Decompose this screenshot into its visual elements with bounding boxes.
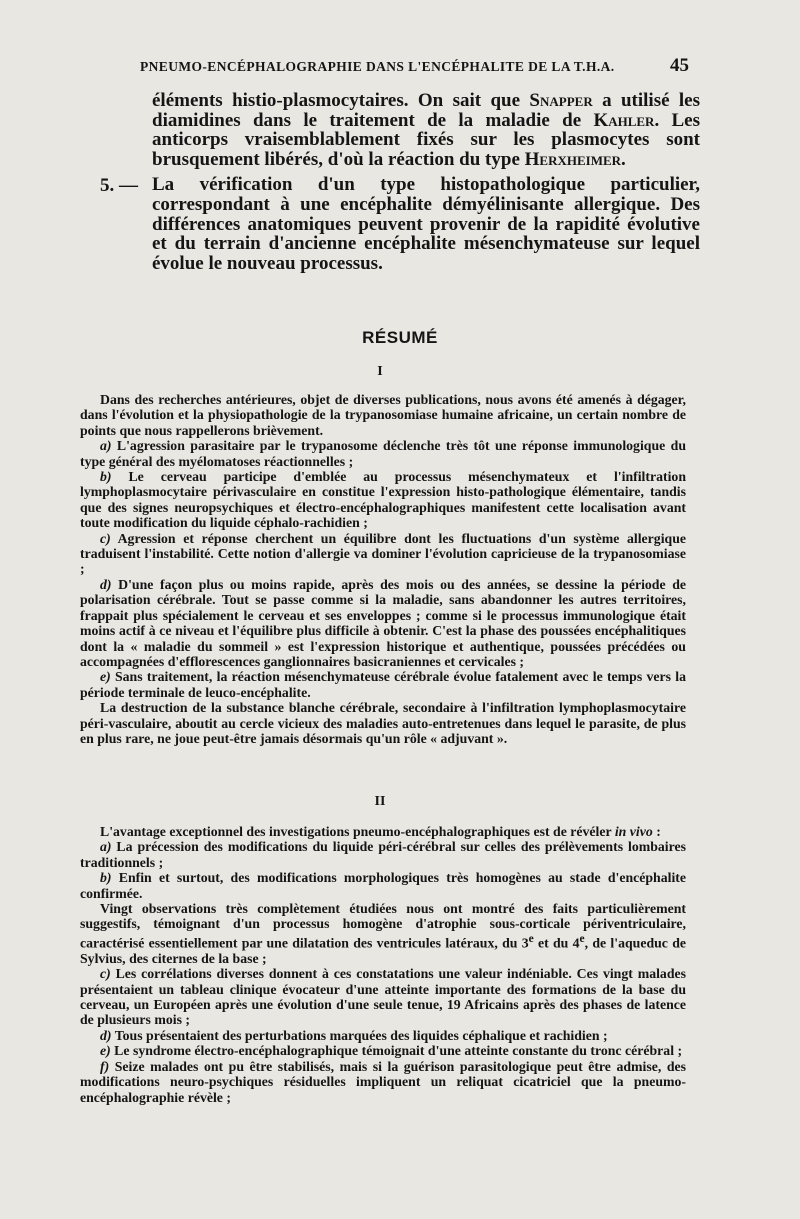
running-title: PNEUMO-ENCÉPHALOGRAPHIE DANS L'ENCÉPHALITE DE LA T.H.A. (140, 59, 615, 74)
continued-list (100, 91, 700, 273)
section-1-conclusion: La destruction de la substance blanche cérébrale, secondaire à l'infiltration lymphoplasmocytaire péri-vasculaire, aboutit au cercle vicieux des maladies auto-entretenues dans lequel le parasite, de plus en plus rare, ne joue peut-être jamais désormais qu'un rôle « adjuvant ». (80, 700, 686, 746)
item-5-number: 5. — (100, 175, 138, 197)
author-kahler: Kahler (593, 109, 655, 131)
item-4-continuation: éléments histio-plasmocytaires. On sait que Snapper a utilisé les diamidines dans le traitement de la maladie de Kahler. Les anticorps vraisemblablement fixés sur les plasmocytes sont brusquement libérés, d'où la réaction du type Herxheimer. (152, 90, 700, 170)
section-1-item-a: a) L'agression parasitaire par le trypanosome déclenche très tôt une réponse immunologique du type général des myélomatoses réactionnelles ; (80, 438, 686, 469)
section-2-body (80, 824, 686, 1105)
section-2-item-c: c) Les corrélations diverses donnent à ces constatations une valeur indéniable. Ces vingt malades présentaient un tableau clinique évocateur d'une atteinte importante des formations de la base du cerveau, un Européen après une évolution d'une seule tenue, 19 Africains après des phases de latence de plusieurs mois ; (80, 966, 686, 1028)
section-2-intro: L'avantage exceptionnel des investigations pneumo-encéphalographiques est de révéler in vivo : (100, 824, 661, 839)
author-herxheimer: Herxheimer (524, 148, 622, 170)
item-5 (100, 175, 700, 273)
section-2-item-a: a) La précession des modifications du liquide péri-cérébral sur celles des prélèvements lombaires traditionnels ; (80, 839, 686, 870)
section-1-body (80, 392, 686, 746)
section-2-observations: Vingt observations très complètement étudiées nous ont montré des faits particulièrement suggestifs, témoignant d'un processus homogène d'atrophie sous-corticale périventriculaire, caractérisé essentiellement par une dilatation des ventricules latéraux, du 3e et du 4e, de l'aqueduc de Sylvius, des citernes de la base ; (80, 901, 686, 966)
author-snapper: Snapper (529, 90, 593, 111)
section-1-item-e: e) Sans traitement, la réaction mésenchymateuse cérébrale évolue fatalement avec le temps vers la période terminale de leuco-encéphalite. (80, 669, 686, 700)
section-1-item-d: d) D'une façon plus ou moins rapide, après des mois ou des années, se dessine la période de polarisation cérébrale. Tout se passe comme si la maladie, sans abandonner les autres territoires, frappait plus spécialement le cerveau et ses enveloppes ; comme si le processus immunologique était moins actif à ce niveau et l'équilibre plus difficile à obtenir. C'est la phase des poussées encéphalitiques dont la « maladie du sommeil » est l'expression historique et authentique, poussées précédées ou accompagnées d'efflorescences ganglionnaires basicraniennes et cervicales ; (80, 576, 686, 669)
running-header (0, 55, 800, 81)
section-1-item-c: c) Agression et réponse cherchent un équilibre dont les fluctuations d'un système allergique traduisent l'instabilité. Cette notion d'allergie va dominer l'évolution capricieuse de la trypanosomiase ; (80, 530, 686, 577)
section-1-item-b: b) Le cerveau participe d'emblée au processus mésenchymateux et l'infiltration lymphoplasmocytaire périvasculaire en constitue l'expression histo-pathologique élémentaire, tandis que des signes neuropsychiques et électro-encéphalographiques manifestent cette localisation avant toute modification du liquide céphalo-rachidien ; (80, 469, 686, 531)
section-1-intro: Dans des recherches antérieures, objet de diverses publications, nous avons été amenés à dégager, dans l'évolution et la physiopathologie de la trypanosomiase humaine africaine, un certain nombre de points que nous rappellerons brièvement. (80, 392, 686, 438)
section-2-number: II (374, 794, 386, 809)
page-number: 45 (670, 55, 689, 76)
resume-heading: RÉSUMÉ (362, 328, 438, 347)
section-2-item-f: f) Seize malades ont pu être stabilisés, mais si la guérison parasitologique peut être admise, des modifications neuro-psychiques résiduelles impliquent un reliquat cicatriciel que la pneumo-encéphalographie révèle ; (80, 1058, 686, 1105)
section-2-item-b: b) Enfin et surtout, des modifications morphologiques très homogènes au stade d'encéphalite confirmée. (80, 870, 686, 901)
section-2-item-d: d) Tous présentaient des perturbations marquées des liquides céphalique et rachidien ; (100, 1027, 608, 1043)
section-1-number: I (377, 364, 383, 379)
item-5-text: La vérification d'un type histopathologique particulier, correspondant à une encéphalite démyélinisante allergique. Des différences anatomiques peuvent provenir de la rapidité évolutive et du terrain d'ancienne encéphalite mésenchymateuse sur lequel évolue le nouveau processus. (152, 174, 700, 274)
section-2-item-e: e) Le syndrome électro-encéphalographique témoignait d'une atteinte constante du tronc cérébral ; (100, 1043, 683, 1059)
